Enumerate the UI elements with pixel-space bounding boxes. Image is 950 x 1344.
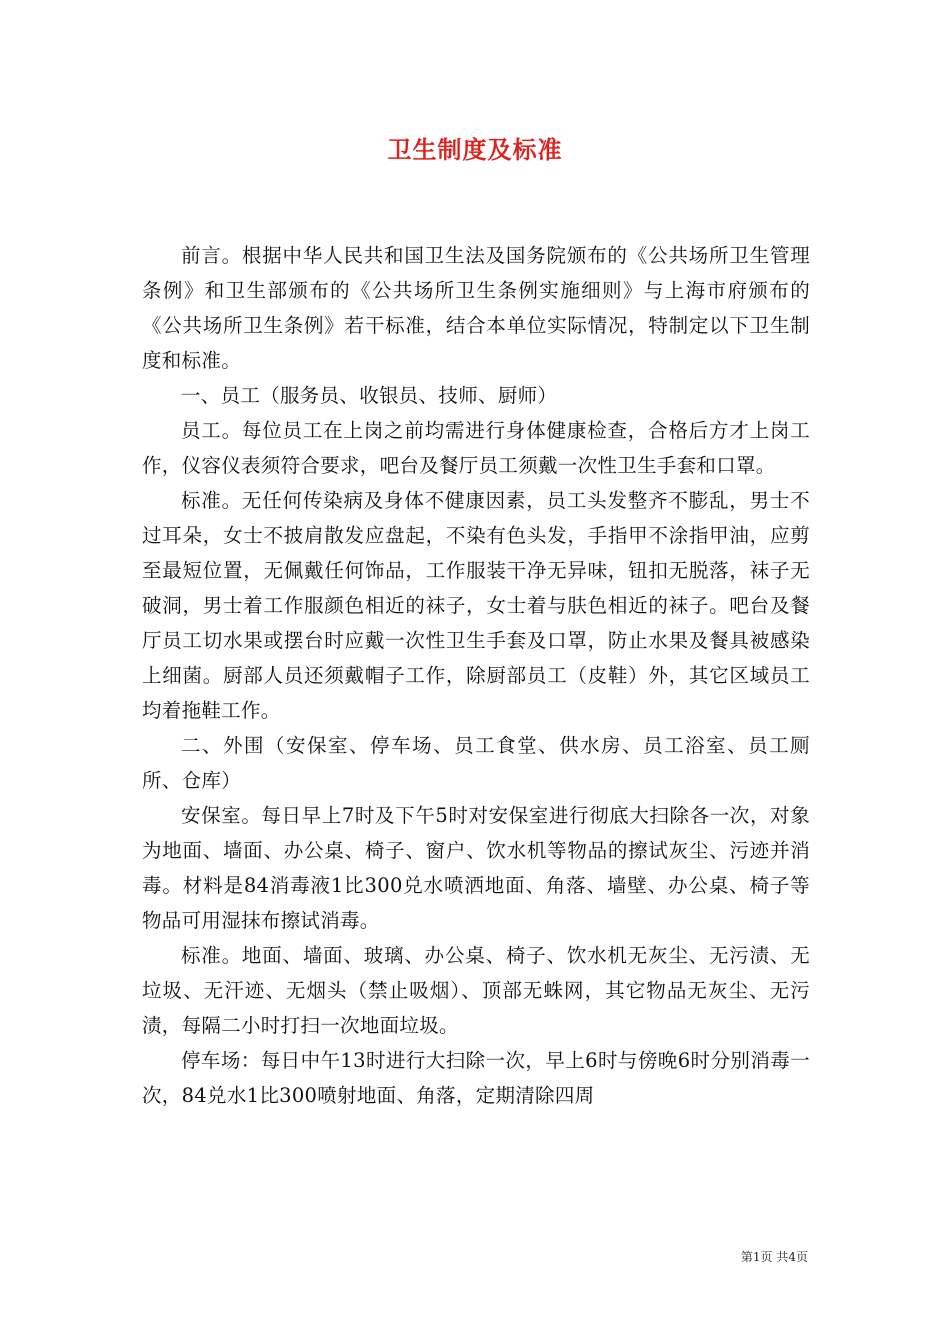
paragraph-security-room: 安保室。每日早上7时及下午5时对安保室进行彻底大扫除各一次，对象为地面、墙面、办公桌、椅子、窗户、饮水机等物品的擦试灰尘、污迹并消毒。材料是84消毒液1比300兑水喷洒地面、角落、墙壁、办公桌、椅子等物品可用湿抹布擦试消毒。 [142,804,810,932]
page-number: 第1页 共4页 [740,1250,808,1264]
section-heading-staff: 一、员工（服务员、收银员、技师、厨师） [181,384,558,407]
paragraph-security-standard: 标准。地面、墙面、玻璃、办公桌、椅子、饮水机无灰尘、无污渍、无垃圾、无汗迹、无烟头（禁止吸烟）、顶部无蛛网，其它物品无灰尘、无污渍，每隔二小时打扫一次地面垃圾。 [142,944,810,1037]
paragraph-preface: 前言。根据中华人民共和国卫生法及国务院颁布的《公共场所卫生管理条例》和卫生部颁布的《公共场所卫生条例实施细则》与上海市府颁布的《公共场所卫生条例》若干标准，结合本单位实际情况，特制定以下卫生制度和标准。 [142,244,810,372]
document-body [142,238,810,1113]
document-title: 卫生制度及标准 [387,136,563,164]
paragraph-staff-standard: 标准。无任何传染病及身体不健康因素，员工头发整齐不膨乱，男士不过耳朵，女士不披肩散发应盘起，不染有色头发，手指甲不涂指甲油，应剪至最短位置，无佩戴任何饰品，工作服装干净无异味，钮扣无脱落，袜子无破洞，男士着工作服颜色相近的袜子，女士着与肤色相近的袜子。吧台及餐厅员工切水果或摆台时应戴一次性卫生手套及口罩，防止水果及餐具被感染上细菌。厨部人员还须戴帽子工作，除厨部员工（皮鞋）外，其它区域员工均着拖鞋工作。 [142,489,810,722]
section-heading-periphery: 二、外围（安保室、停车场、员工食堂、供水房、员工浴室、员工厕所、仓库） [142,734,810,792]
paragraph-parking: 停车场：每日中午13时进行大扫除一次，早上6时与傍晚6时分别消毒一次，84兑水1比300喷射地面、角落，定期清除四周 [142,1049,810,1107]
paragraph-staff: 员工。每位员工在上岗之前均需进行身体健康检查，合格后方才上岗工作，仪容仪表须符合要求，吧台及餐厅员工须戴一次性卫生手套和口罩。 [142,419,810,477]
